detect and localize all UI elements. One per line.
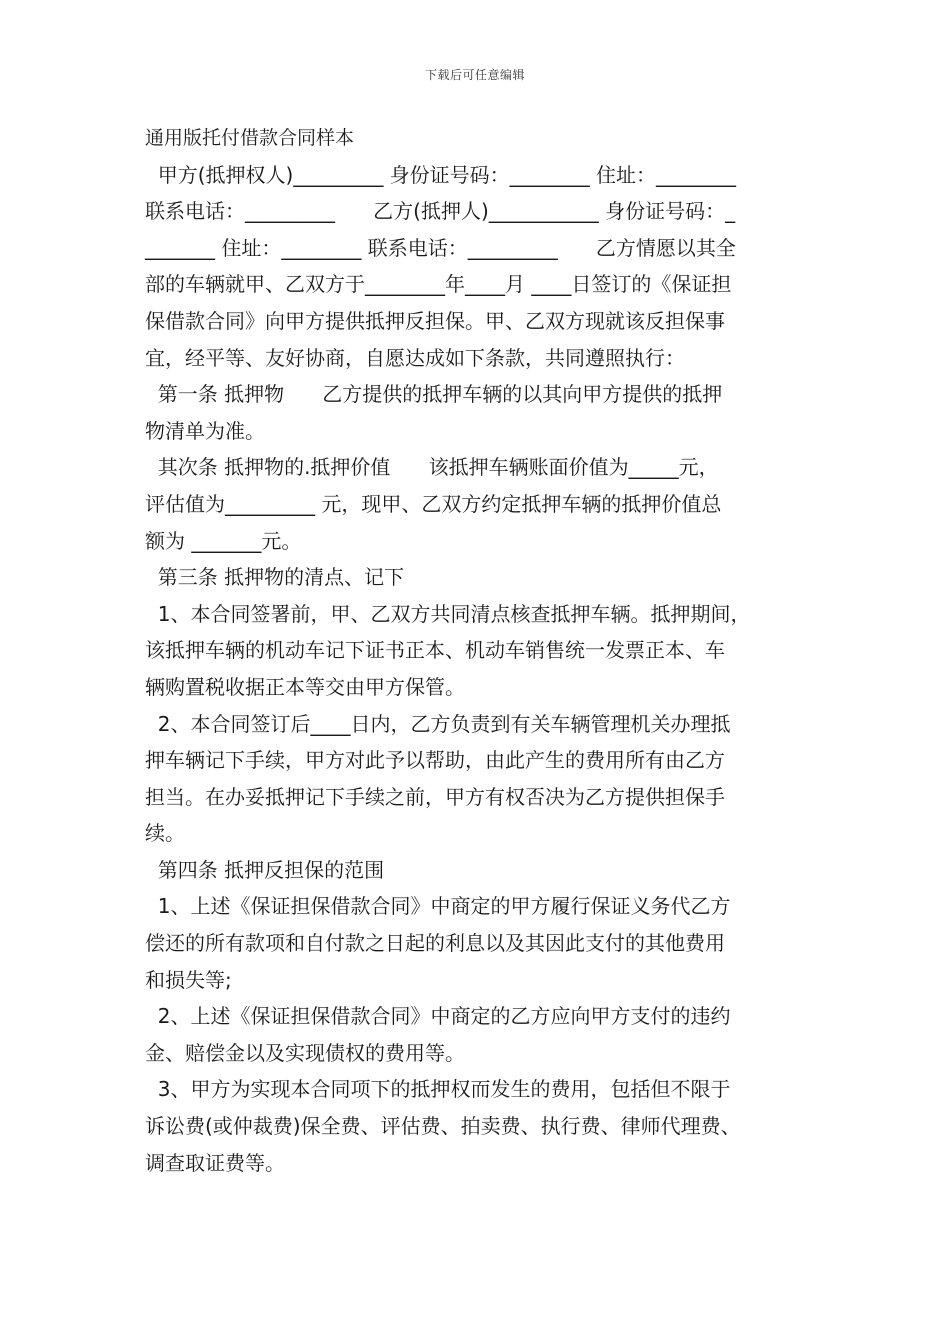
clause-line: 该抵押车辆的机动车记下证书正本、机动车销售统一发票正本、车	[145, 638, 725, 663]
article-heading-1: 第一条 抵押物 乙方提供的抵押车辆的以其向甲方提供的抵押	[145, 382, 723, 407]
clause-line: 2、本合同签订后____日内，乙方负责到有关车辆管理机关办理抵	[145, 711, 731, 736]
clause-line: 1、本合同签署前，甲、乙双方共同清点核查抵押车辆。抵押期间，	[145, 601, 751, 626]
article-heading-2: 其次条 抵押物的.抵押价值 该抵押车辆账面价值为_____元，	[145, 455, 719, 480]
article-heading-4: 第四条 抵押反担保的范围	[145, 857, 385, 882]
clause-line: 偿还的所有款项和自付款之日起的利息以及其因此支付的其他费用	[145, 931, 725, 956]
clause-line: 押车辆记下手续，甲方对此予以帮助，由此产生的费用所有由乙方	[145, 748, 725, 773]
paragraph-line: 评估值为_________ 元，现甲、乙双方约定抵押车辆的抵押价值总	[145, 491, 722, 516]
paragraph-line: 部的车辆就甲、乙双方于________年____月 ____日签订的《保证担	[145, 272, 732, 297]
header-note: 下载后可任意编辑	[424, 68, 525, 82]
paragraph-line: 额为 _______元。	[145, 528, 302, 553]
article-heading-3: 第三条 抵押物的清点、记下	[145, 565, 405, 590]
clause-line: 诉讼费(或仲裁费)保全费、评估费、拍卖费、执行费、律师代理费、	[145, 1114, 741, 1139]
paragraph-line: 联系电话：_________ 乙方(抵押人)___________ 身份证号码：_	[145, 199, 736, 224]
clause-line: 和损失等;	[145, 967, 232, 992]
paragraph-line: 宜，经平等、友好协商，自愿达成如下条款，共同遵照执行：	[145, 345, 685, 370]
clause-line: 担当。在办妥抵押记下手续之前，甲方有权否决为乙方提供担保手	[145, 784, 725, 809]
document-title: 通用版托付借款合同样本	[145, 127, 355, 149]
clause-line: 续。	[145, 821, 185, 846]
contract-body	[145, 120, 810, 1181]
paragraph-line: 甲方(抵押权人)_________ 身份证号码：________ 住址：________	[145, 162, 737, 187]
clause-line: 调查取证费等。	[145, 1150, 285, 1175]
clause-line: 1、上述《保证担保借款合同》中商定的甲方履行保证义务代乙方	[145, 894, 731, 919]
clause-line: 2、上述《保证担保借款合同》中商定的乙方应向甲方支付的违约	[145, 1004, 731, 1029]
paragraph-line: 物清单为准。	[145, 418, 265, 443]
paragraph-line: _______ 住址：________ 联系电话：_________ 乙方情愿以其全	[145, 235, 736, 260]
clause-line: 金、赔偿金以及实现债权的费用等。	[145, 1040, 465, 1065]
paragraph-line: 保借款合同》向甲方提供抵押反担保。甲、乙双方现就该反担保事	[145, 308, 725, 333]
clause-line: 3、甲方为实现本合同项下的抵押权而发生的费用，包括但不限于	[145, 1077, 731, 1102]
clause-line: 辆购置税收据正本等交由甲方保管。	[145, 674, 465, 699]
